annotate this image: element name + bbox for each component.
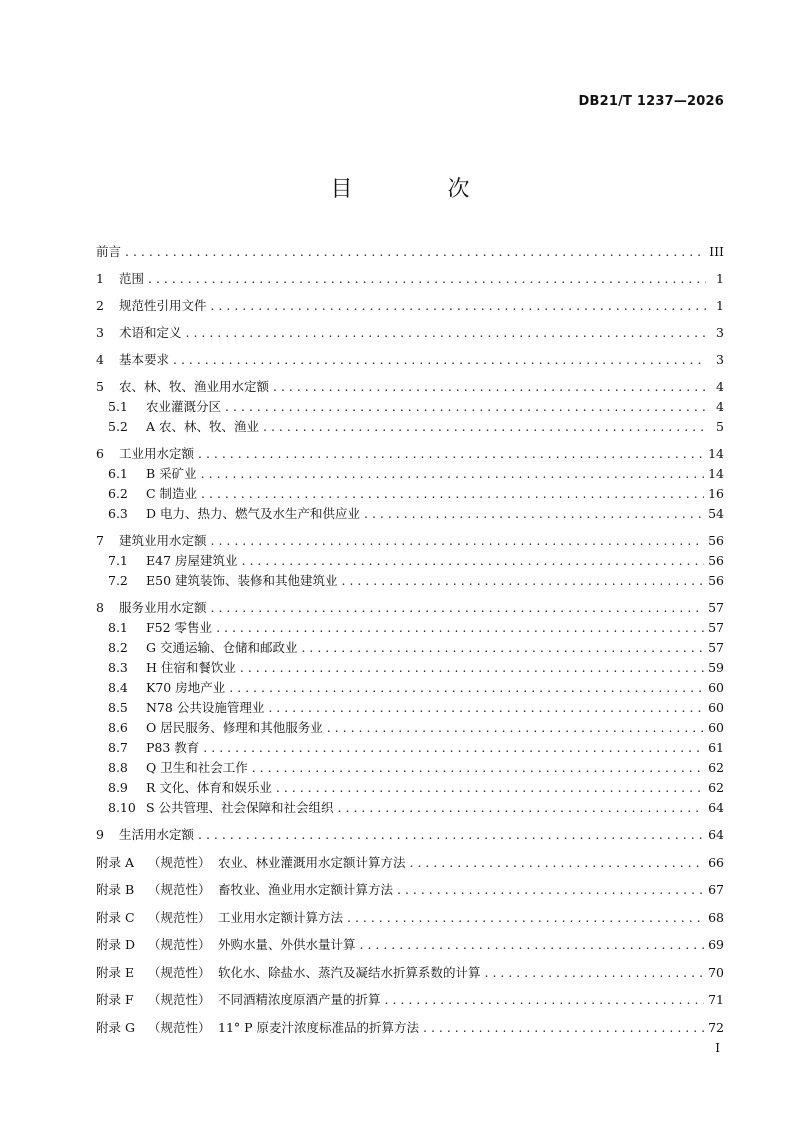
toc-entry-title: 基本要求 xyxy=(119,352,170,367)
toc-entry-title: 生活用水定额 xyxy=(119,827,195,842)
toc-entry[interactable] xyxy=(96,738,724,758)
annex-page: 68 xyxy=(708,909,724,925)
toc-entry-number: 8.2 xyxy=(108,640,128,655)
toc-entry-number: 7.2 xyxy=(108,573,128,588)
toc-entry-page: 4 xyxy=(716,399,724,414)
toc-entry-page: 3 xyxy=(716,352,724,367)
toc-entry-page: 57 xyxy=(708,640,724,655)
dot-leader xyxy=(276,778,704,798)
annex-page: 70 xyxy=(708,964,724,980)
toc-entry-title: N78 公共设施管理业 xyxy=(146,700,265,715)
toc-entry-number: 6.2 xyxy=(108,486,128,501)
dot-leader xyxy=(148,269,706,289)
dot-leader xyxy=(301,638,704,658)
toc-entry-number: 8.3 xyxy=(108,660,128,675)
toc-entry[interactable] xyxy=(96,397,724,417)
dot-leader xyxy=(252,758,704,778)
toc-entry[interactable] xyxy=(96,778,724,798)
toc-entry-page: 62 xyxy=(708,780,724,795)
toc-entry-title: G 交通运输、仓储和邮政业 xyxy=(146,640,298,655)
toc-entry-page: 54 xyxy=(708,506,724,521)
toc-entry-number: 8.8 xyxy=(108,760,128,775)
toc-entry[interactable] xyxy=(96,484,724,504)
toc-entry-number: 6 xyxy=(96,446,104,461)
dot-leader xyxy=(186,323,706,343)
toc-entry-page: 57 xyxy=(708,600,724,615)
toc-annex-entry[interactable] xyxy=(96,935,724,955)
annex-label: 附录 G xyxy=(96,1019,135,1035)
dot-leader xyxy=(229,678,704,698)
toc-entry-title: D 电力、热力、燃气及水生产和供应业 xyxy=(146,506,360,521)
toc-annex-entry[interactable] xyxy=(96,908,724,928)
toc-entry-page: 59 xyxy=(708,660,724,675)
dot-leader xyxy=(268,698,704,718)
dot-leader xyxy=(385,990,705,1010)
annex-label: 附录 E xyxy=(96,964,135,980)
toc-entry-title: 建筑业用水定额 xyxy=(119,533,207,548)
toc-entry-title: H 住宿和餐饮业 xyxy=(146,660,236,675)
dot-leader xyxy=(216,618,704,638)
toc-entry-title: 规范性引用文件 xyxy=(119,298,207,313)
toc-entry-page: 14 xyxy=(708,446,724,461)
toc-entry-page: 60 xyxy=(708,720,724,735)
toc-entry-title: F52 零售业 xyxy=(146,620,213,635)
dot-leader xyxy=(410,853,705,873)
toc-entry-page: 5 xyxy=(716,419,724,434)
toc-entry[interactable] xyxy=(96,658,724,678)
toc-entry-title: 农业灌溉分区 xyxy=(146,399,222,414)
toc-annex-entry[interactable] xyxy=(96,853,724,873)
dot-leader xyxy=(242,551,705,571)
toc-entry-number: 7.1 xyxy=(108,553,128,568)
dot-leader xyxy=(225,397,706,417)
annex-type: （规范性） xyxy=(148,964,211,980)
table-of-contents xyxy=(96,242,724,1038)
dot-leader xyxy=(327,718,704,738)
dot-leader xyxy=(338,798,705,818)
dot-leader xyxy=(360,935,705,955)
page-number: I xyxy=(715,1041,720,1055)
toc-entry-title: 前言 xyxy=(96,244,122,259)
annex-title: 不同酒精浓度原酒产量的折算 xyxy=(218,992,381,1007)
annex-page: 66 xyxy=(708,854,724,870)
page-title: 目 次 xyxy=(330,177,514,202)
toc-entry-title: 范围 xyxy=(119,271,145,286)
toc-entry[interactable] xyxy=(96,296,724,316)
annex-type: （规范性） xyxy=(148,1019,211,1035)
annex-type: （规范性） xyxy=(148,937,211,952)
annex-type: （规范性） xyxy=(148,882,211,897)
dot-leader xyxy=(198,825,704,845)
toc-entry-title: E50 建筑装饰、装修和其他建筑业 xyxy=(146,573,338,588)
toc-entry[interactable] xyxy=(96,377,724,397)
toc-entry-number: 8.6 xyxy=(108,720,128,735)
toc-entry[interactable] xyxy=(96,718,724,738)
toc-entry-page: 56 xyxy=(708,573,724,588)
dot-leader xyxy=(364,504,704,524)
annex-label: 附录 A xyxy=(96,854,135,870)
annex-label: 附录 C xyxy=(96,909,135,925)
dot-leader xyxy=(423,1018,704,1038)
dot-leader xyxy=(263,417,706,437)
toc-entry-page: 14 xyxy=(708,466,724,481)
toc-entry-page: 4 xyxy=(716,379,724,394)
toc-entry-number: 8.9 xyxy=(108,780,128,795)
annex-title: 畜牧业、渔业用水定额计算方法 xyxy=(218,882,394,897)
annex-title: 外购水量、外供水量计算 xyxy=(218,937,356,952)
toc-entry-page: 3 xyxy=(716,325,724,340)
toc-annex-entry[interactable] xyxy=(96,990,724,1010)
dot-leader xyxy=(125,242,705,262)
toc-entry-page: III xyxy=(709,244,724,259)
toc-entry[interactable] xyxy=(96,618,724,638)
toc-entry-page: 64 xyxy=(708,800,724,815)
toc-entry-number: 7 xyxy=(96,533,104,548)
annex-type: （规范性） xyxy=(148,992,211,1007)
toc-entry-page: 56 xyxy=(708,553,724,568)
toc-entry-number: 8.7 xyxy=(108,740,128,755)
toc-entry-page: 56 xyxy=(708,533,724,548)
dot-leader xyxy=(211,598,705,618)
toc-entry[interactable] xyxy=(96,464,724,484)
toc-entry-title: C 制造业 xyxy=(146,486,198,501)
toc-entry[interactable] xyxy=(96,350,724,370)
toc-entry-title: K70 房地产业 xyxy=(146,680,226,695)
annex-title: 软化水、除盐水、蒸汽及凝结水折算系数的计算 xyxy=(218,964,481,980)
toc-entry-title: R 文化、体育和娱乐业 xyxy=(146,780,272,795)
toc-entry-page: 16 xyxy=(708,486,724,501)
annex-label: 附录 B xyxy=(96,882,135,897)
dot-leader xyxy=(211,531,705,551)
toc-entry-title: Q 卫生和社会工作 xyxy=(146,760,248,775)
toc-entry[interactable] xyxy=(96,678,724,698)
document-code: DB21/T 1237—2026 xyxy=(578,94,724,109)
toc-entry[interactable] xyxy=(96,417,724,437)
annex-label: 附录 D xyxy=(96,937,135,952)
toc-entry-page: 60 xyxy=(708,700,724,715)
dot-leader xyxy=(201,464,704,484)
toc-entry[interactable] xyxy=(96,758,724,778)
toc-entry-page: 1 xyxy=(716,271,724,286)
toc-entry-number: 8.1 xyxy=(108,620,128,635)
toc-entry-number: 3 xyxy=(96,325,104,340)
toc-entry[interactable] xyxy=(96,698,724,718)
annex-page: 67 xyxy=(708,882,724,897)
toc-annex-entry[interactable] xyxy=(96,1018,724,1038)
toc-entry[interactable] xyxy=(96,504,724,524)
toc-entry-number: 5 xyxy=(96,379,104,394)
toc-entry-title: 工业用水定额 xyxy=(119,446,195,461)
toc-entry[interactable] xyxy=(96,531,724,551)
annex-label: 附录 F xyxy=(96,992,134,1007)
toc-annex-entry[interactable] xyxy=(96,963,724,983)
toc-entry-page: 64 xyxy=(708,827,724,842)
annex-title: 工业用水定额计算方法 xyxy=(218,909,344,925)
dot-leader xyxy=(397,880,704,900)
dot-leader xyxy=(203,738,704,758)
toc-entry-number: 2 xyxy=(96,298,104,313)
annex-page: 72 xyxy=(708,1019,724,1035)
annex-title: 11° P 原麦汁浓度标准品的折算方法 xyxy=(218,1019,420,1035)
dot-leader xyxy=(485,963,705,983)
toc-entry[interactable] xyxy=(96,551,724,571)
toc-entry-title: S 公共管理、社会保障和社会组织 xyxy=(146,800,334,815)
toc-entry-title: P83 教育 xyxy=(146,740,200,755)
toc-entry-number: 8.5 xyxy=(108,700,128,715)
dot-leader xyxy=(342,571,705,591)
annex-page: 69 xyxy=(708,937,724,952)
toc-entry[interactable] xyxy=(96,598,724,618)
toc-entry[interactable] xyxy=(96,571,724,591)
toc-entry[interactable] xyxy=(96,444,724,464)
toc-entry[interactable] xyxy=(96,269,724,289)
dot-leader xyxy=(211,296,706,316)
toc-entry-number: 8.10 xyxy=(108,800,136,815)
dot-leader xyxy=(347,908,704,928)
dot-leader xyxy=(273,377,706,397)
toc-entry[interactable] xyxy=(96,798,724,818)
toc-entry-title: 术语和定义 xyxy=(119,325,182,340)
annex-type: （规范性） xyxy=(148,854,211,870)
toc-annex-entry[interactable] xyxy=(96,880,724,900)
toc-entry-title: B 采矿业 xyxy=(146,466,197,481)
dot-leader xyxy=(173,350,706,370)
toc-entry-page: 62 xyxy=(708,760,724,775)
toc-entry-page: 57 xyxy=(708,620,724,635)
toc-entry-title: A 农、林、牧、渔业 xyxy=(146,419,260,434)
toc-entry-title: 农、林、牧、渔业用水定额 xyxy=(119,379,270,394)
toc-entry-title: E47 房屋建筑业 xyxy=(146,553,238,568)
toc-entry-page: 60 xyxy=(708,680,724,695)
dot-leader xyxy=(198,444,704,464)
toc-entry-number: 5.2 xyxy=(108,419,128,434)
toc-entry-title: 服务业用水定额 xyxy=(119,600,207,615)
toc-entry-number: 8.4 xyxy=(108,680,128,695)
toc-entry[interactable] xyxy=(96,638,724,658)
dot-leader xyxy=(201,484,704,504)
toc-entry-page: 1 xyxy=(716,298,724,313)
annex-title: 农业、林业灌溉用水定额计算方法 xyxy=(218,854,406,870)
toc-entry[interactable] xyxy=(96,323,724,343)
toc-entry-number: 4 xyxy=(96,352,104,367)
toc-entry[interactable] xyxy=(96,825,724,845)
toc-entry-page: 61 xyxy=(708,740,724,755)
toc-entry-number: 8 xyxy=(96,600,104,615)
toc-entry[interactable] xyxy=(96,242,724,262)
toc-entry-number: 6.1 xyxy=(108,466,128,481)
toc-entry-number: 5.1 xyxy=(108,399,128,414)
toc-entry-number: 1 xyxy=(96,271,104,286)
dot-leader xyxy=(240,658,704,678)
toc-entry-number: 9 xyxy=(96,827,104,842)
toc-entry-number: 6.3 xyxy=(108,506,128,521)
annex-page: 71 xyxy=(708,992,724,1007)
toc-entry-title: O 居民服务、修理和其他服务业 xyxy=(146,720,323,735)
annex-type: （规范性） xyxy=(148,909,211,925)
